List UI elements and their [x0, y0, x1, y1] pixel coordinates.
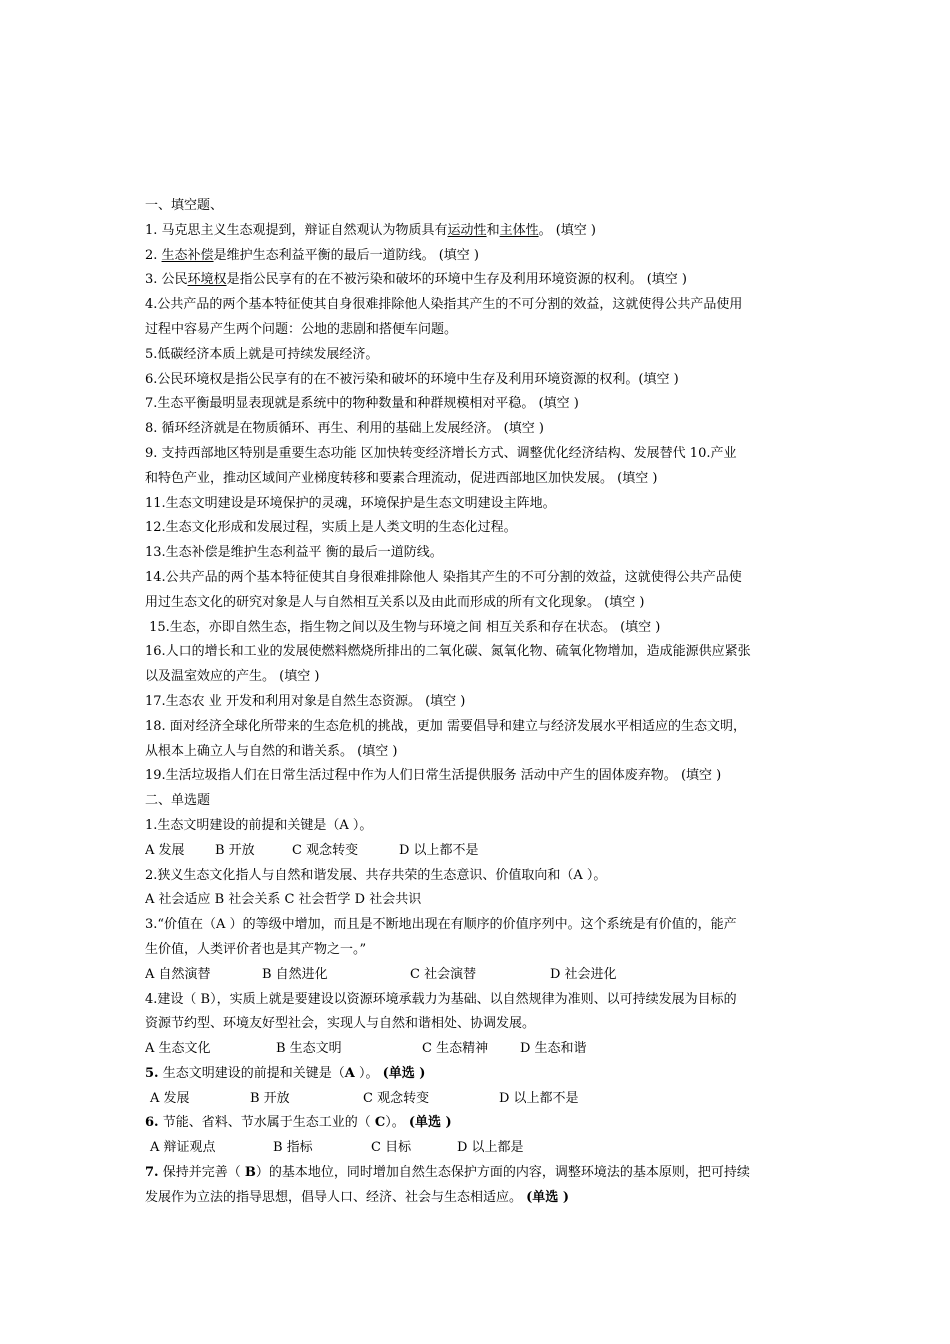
choice-question-7-line1: 7. 保持并完善（ B）的基本地位，同时增加自然生态保护方面的内容，调整环境法的基本原则，把可持续: [145, 1165, 750, 1181]
question-4-line1: 4.公共产品的两个基本特征使其自身很难排除他人染指其产生的不可分割的效益，这就使得公共产品使用: [145, 297, 743, 313]
answer: C: [374, 1115, 386, 1131]
option-d: D 以上都是: [457, 1140, 524, 1156]
underlined-answer: 主体性: [499, 222, 539, 238]
option-d: D 以上都不是: [399, 842, 479, 858]
choice-options-3: [145, 963, 811, 988]
question-5: 5.低碳经济本质上就是可持续发展经济。: [145, 346, 379, 362]
question-9-line1: 9. 支持西部地区特别是重要生态功能 区加快转变经济增长方式、调整优化经济结构、发展替代 10.产业: [145, 445, 737, 461]
answer: A: [344, 1065, 355, 1081]
question-11: 11.生态文明建设是环境保护的灵魂，环境保护是生态文明建设主阵地。: [145, 495, 556, 511]
option-c: C 生态精神: [422, 1041, 489, 1057]
question-1: 1. 马克思主义生态观提到，辩证自然观认为物质具有运动性和主体性。 (填空 ): [145, 222, 597, 238]
section-title-fill-blank: 一、填空题、: [145, 198, 224, 213]
option-b: B 指标: [273, 1140, 313, 1156]
choice-options-2: A 社会适应 B 社会关系 C 社会哲学 D 社会共识: [145, 892, 422, 908]
option-a: A 自然演替: [145, 966, 211, 982]
question-14-line2: 用过生态文化的研究对象是人与自然相互关系以及由此而形成的所有文化现象。 (填空 ): [145, 594, 645, 610]
choice-options-5: [145, 1087, 811, 1112]
choice-question-1: 1.生态文明建设的前提和关键是（A ）。: [145, 817, 373, 833]
question-16-line1: 16.人口的增长和工业的发展使燃料燃烧所排出的二氧化碳、氮氧化物、硫氧化物增加，造成能源供应紧张: [145, 644, 751, 660]
option-b: B 开放: [215, 842, 255, 858]
section-title-single-choice: 二、单选题: [145, 793, 211, 809]
question-2: 2. 生态补偿是维护生态利益平衡的最后一道防线。 (填空 ): [145, 247, 479, 263]
question-9-line2: 和特色产业，推动区域间产业梯度转移和要素合理流动，促进西部地区加快发展。 (填空 ): [145, 470, 658, 486]
choice-question-4-line2: 资源节约型、环境友好型社会，实现人与自然和谐相处、协调发展。: [145, 1016, 536, 1032]
question-18-line1: 18. 面对经济全球化所带来的生态危机的挑战，更加 需要倡导和建立与经济发展水平相适应的生态文明，: [145, 718, 746, 734]
question-15: 15.生态，亦即自然生态，指生物之间以及生物与环境之间 相互关系和存在状态。 (填空 ): [145, 619, 661, 635]
document-page: [145, 194, 811, 1211]
choice-question-2: 2.狭义生态文化指人与自然和谐发展、共存共荣的生态意识、价值取向和（A ）。: [145, 867, 607, 883]
question-18-line2: 从根本上确立人与自然的和谐关系。 (填空 ): [145, 743, 398, 759]
choice-question-3-line2: 生价值，人类评价者也是其产物之一。”: [145, 941, 367, 957]
underlined-answer: 生态补偿: [161, 247, 214, 263]
question-12: 12.生态文化形成和发展过程，实质上是人类文明的生态化过程。: [145, 520, 517, 536]
option-d: D 社会进化: [550, 966, 617, 982]
option-b: B 生态文明: [276, 1041, 342, 1057]
option-c: C 社会演替: [410, 966, 477, 982]
underlined-answer: 环境权: [187, 272, 227, 288]
choice-options-6: [145, 1136, 811, 1161]
answer: B: [244, 1165, 256, 1181]
option-d: D 生态和谐: [520, 1041, 587, 1057]
choice-question-5: 5. 生态文明建设的前提和关键是（A ）。 (单选 ): [145, 1065, 426, 1081]
question-17: 17.生态农 业 开发和利用对象是自然生态资源。 (填空 ): [145, 693, 466, 709]
option-c: C 目标: [371, 1140, 412, 1156]
option-b: B 开放: [250, 1090, 290, 1106]
question-19: 19.生活垃圾指人们在日常生活过程中作为人们日常生活提供服务 活动中产生的固体废弃物。 (填空 ): [145, 768, 722, 784]
choice-options-4: [145, 1037, 811, 1062]
question-3: 3. 公民环境权是指公民享有的在不被污染和破坏的环境中生存及利用环境资源的权利。 (填空 ): [145, 272, 687, 288]
option-a: A 发展: [145, 842, 185, 858]
question-14-line1: 14.公共产品的两个基本特征使其自身很难排除他人 染指其产生的不可分割的效益，这就使得公共产品使: [145, 569, 742, 585]
option-a: A 辩证观点: [150, 1140, 216, 1156]
option-a: A 生态文化: [145, 1041, 211, 1057]
question-7: 7.生态平衡最明显表现就是系统中的物种数量和种群规模相对平稳。 (填空 ): [145, 396, 579, 412]
option-b: B 自然进化: [262, 966, 328, 982]
underlined-answer: 运动性: [447, 222, 487, 238]
choice-options-1: [145, 839, 811, 864]
choice-question-3-line1: 3.“价值在（A ）的等级中增加，而且是不断地出现在有顺序的价值序列中。这个系统是有价值的，能产: [145, 917, 737, 933]
choice-question-4-line1: 4.建设（ B），实质上就是要建设以资源环境承载力为基础、以自然规律为准则、以可持续发展为目标的: [145, 991, 737, 1007]
question-6: 6.公民环境权是指公民享有的在不被污染和破坏的环境中生存及利用环境资源的权利。(填空 ): [145, 371, 679, 387]
choice-question-6: 6. 节能、省料、节水属于生态工业的（ C）。 (单选 ): [145, 1115, 452, 1131]
option-c: C 观念转变: [292, 842, 359, 858]
option-a: A 发展: [150, 1090, 190, 1106]
option-d: D 以上都不是: [499, 1090, 579, 1106]
choice-question-7-line2: 发展作为立法的指导思想，倡导人口、经济、社会与生态相适应。 (单选 ): [145, 1189, 569, 1205]
question-4-line2: 过程中容易产生两个问题：公地的悲剧和搭便车问题。: [145, 321, 458, 337]
question-16-line2: 以及温室效应的产生。 (填空 ): [145, 669, 320, 685]
question-13: 13.生态补偿是维护生态利益平 衡的最后一道防线。: [145, 545, 443, 561]
question-8: 8. 循环经济就是在物质循环、再生、利用的基础上发展经济。 (填空 ): [145, 421, 544, 437]
option-c: C 观念转变: [363, 1090, 430, 1106]
